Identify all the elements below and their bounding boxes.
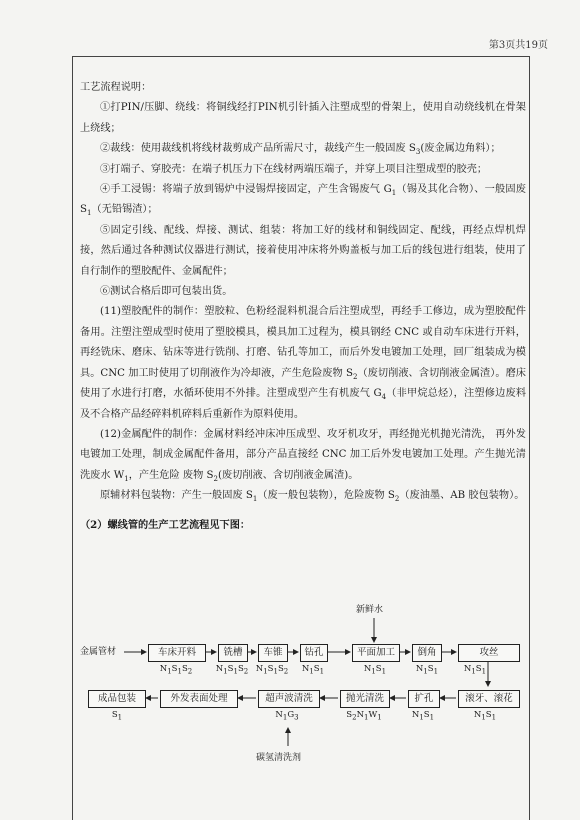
step-thread-knurl-rolling: 滚牙、滚花: [458, 690, 520, 708]
emission-label: $N_1S_1$: [411, 710, 435, 722]
step-drilling: 钻孔: [300, 644, 328, 662]
process-flowchart: [80, 600, 526, 770]
step-3: ③打端子、穿胶壳：在端子机压力下在线材两端压端子，并穿上项目注塑成型的胶壳；: [100, 163, 488, 175]
plastic-parts-paragraph: (11)塑胶配件的制作：塑胶粒、色粉经混料机混合后注塑成型，再经手工修边，成为塑胶配件备用。注塑注塑成型时使用了塑胶模具，模具加工过程为，模具钢经 CNC 或自动车床进行开料，再经铣床、磨床、钻床等进行铣削、打磨、钻孔等加工，而后外发电镀加工处理，回厂组装成为模具。CNC 加工时使用了切削液作为冷却液，产生危险废物 $S_2$（废切削液、含切削液金属渣）。磨床使用了水进行打磨，水循环使用不外排。注塑成型产生有机废气 $G_4$（非甲烷总烃），注塑修边废料及不合格产品经碎料机碎料后重新作为原料使用。: [80, 306, 527, 420]
packaging-paragraph: 原辅材料包装物：产生一般固废 $S_1$（废一般包装物），危险废物 $S_2$（废油墨、AB 胶包装物）。: [100, 490, 525, 504]
step-surface-machining: 平面加工: [352, 644, 400, 662]
step-reaming: 扩孔: [408, 690, 440, 708]
emission-label: $N_1S_1$: [301, 664, 325, 676]
step-polishing-cleaning: 抛光清洗: [340, 690, 390, 708]
emission-label: $S_1$: [111, 710, 123, 722]
section-title: 工艺流程说明：: [80, 82, 152, 93]
step-4: ④手工浸锡：将端子放到锡炉中浸锡焊接固定，产生含锡废气 $G_1$（锡及其化合物）、一般固废 $S_1$（无铅锡渣）；: [80, 184, 526, 218]
emission-label: $N_1S_1$: [415, 664, 439, 676]
step-lathe-cutting: 车床开料: [148, 644, 206, 662]
flowchart-heading: （2）螺线管的生产工艺流程见下图：: [80, 518, 251, 531]
emission-label: $N_1G_3$: [275, 710, 299, 722]
step-2: ②裁线：使用裁线机将线材裁剪成产品所需尺寸，裁线产生一般固废 $S_3$(废金属边角料）；: [100, 143, 501, 157]
emission-label: $N_1S_1S_2$: [255, 664, 289, 676]
step-tapping: 攻丝: [458, 644, 520, 662]
step-turning-taper: 车锥: [258, 644, 288, 662]
page-number: 第3页共19页: [488, 40, 548, 51]
step-finished-packaging: 成品包装: [88, 690, 146, 708]
flow-arrows: [80, 600, 526, 770]
emission-label: $S_2N_1W_1$: [346, 710, 382, 722]
step-chamfering: 倒角: [412, 644, 442, 662]
emission-label: $N_1S_1S_2$: [159, 664, 193, 676]
step-outsourced-surface-treatment: 外发表面处理: [160, 690, 238, 708]
step-5: ⑤固定引线、配线、焊接、测试、组装：将加工好的线材和铜线固定、配线，再经点焊机焊接，然后通过各种测试仪器进行测试，接着使用冲床将外购盖板与加工后的线包进行组装，使用了自行制作的塑胶配件、金属配件；: [80, 224, 526, 277]
step-1: ①打PIN/压脚、绕线：将铜线经打PIN机引针插入注塑成型的骨架上，使用自动绕线机在骨架上绕线；: [80, 102, 526, 134]
metal-parts-paragraph: (12)金属配件的制作：金属材料经冲床冲压成型、攻牙机攻牙，再经抛光机抛光清洗， 再外发电镀加工处理，制成金属配件备用，部分产品直接经 CNC 加工后外发电镀加工处理。产生抛光清洗废水 $W_1$，产生危险 废物 $S_2$(废切削液、含切削液金属渣)。: [80, 428, 526, 483]
hydrocarbon-cleaner-label: 碳氢清洗剂: [256, 753, 302, 763]
step-ultrasonic-cleaning: 超声波清洗: [258, 690, 320, 708]
step-milling-slot: 铣槽: [218, 644, 248, 662]
emission-label: $N_1S_1$: [473, 710, 497, 722]
input-material-label: 金属管材: [80, 647, 117, 657]
emission-label: $N_1S_1S_2$: [215, 664, 249, 676]
emission-label: $N_1S_1$: [463, 664, 487, 676]
document-body: [80, 78, 526, 535]
step-6: ⑥测试合格后即可包装出货。: [100, 286, 233, 298]
emission-label: $N_1S_1$: [363, 664, 387, 676]
fresh-water-label: 新鲜水: [356, 605, 384, 615]
